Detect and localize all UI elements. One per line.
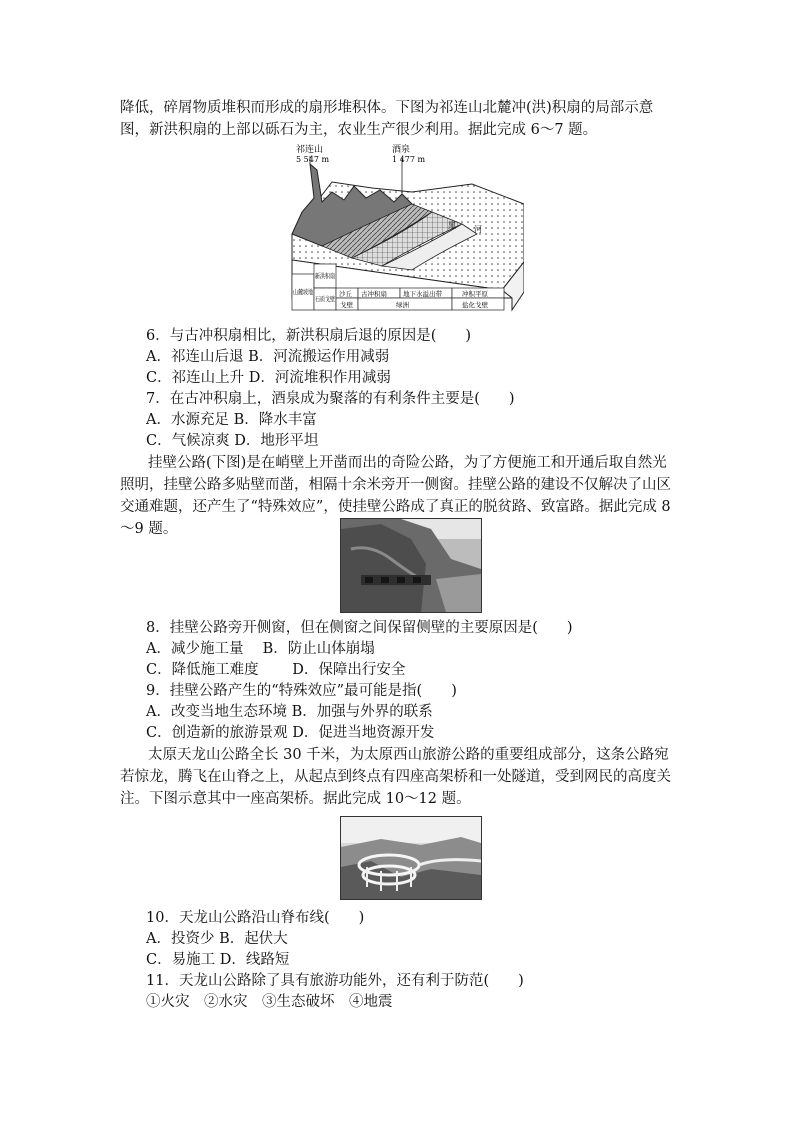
zone-salt-gobi: 盐化戈壁 xyxy=(462,301,488,309)
q8-stem: 8．挂壁公路旁开侧窗，但在侧窗之间保留侧壁的主要原因是( ) xyxy=(146,620,573,636)
zone-groundwater: 地下水溢出带 xyxy=(403,290,442,298)
q10-stem: 10．天龙山公路沿山脊布线( ) xyxy=(146,910,365,926)
peak1-elevation: 5 547 m xyxy=(296,155,330,164)
intro-paragraph-fan: 降低，碎屑物质堆积而形成的扇形堆积体。下图为祁连山北麓冲(洪)积扇的局部示意图，新洪积扇的上部以砾石为主，农业生产很少利用。据此完成 6～7 题。 xyxy=(120,100,654,138)
peak2-name: 酒泉 xyxy=(392,145,411,155)
q7-options-ab: A．水源充足 B．降水丰富 xyxy=(146,412,317,428)
q7-stem: 7．在古冲积扇上，酒泉成为聚落的有利条件主要是( ) xyxy=(146,391,515,407)
q9-options-ab: A．改变当地生态环境 B．加强与外界的联系 xyxy=(146,704,433,720)
q10-options-ab: A．投资少 B．起伏大 xyxy=(146,931,288,947)
river-label-2: 河 xyxy=(474,225,482,234)
q9-options-cd: C．创造新的旅游景观 D．促进当地资源开发 xyxy=(146,725,435,741)
q9-stem: 9．挂壁公路产生的“特殊效应”最可能是指( ) xyxy=(146,683,457,699)
zone-dunes: 沙丘 xyxy=(339,290,352,298)
zone-gravel-gobi: 石质戈壁 xyxy=(315,295,341,303)
zone-oasis: 绿洲 xyxy=(396,301,409,309)
alluvial-fan-diagram xyxy=(262,142,524,320)
q7-options-cd: C．气候凉爽 D．地形平坦 xyxy=(146,433,319,449)
river-label-1: 黑 xyxy=(448,221,456,230)
q10-options-cd: C．易施工 D．线路短 xyxy=(146,952,290,968)
q11-options: ①火灾 ②水灾 ③生态破坏 ④地震 xyxy=(146,994,393,1010)
zone-slope: 山麓坡地 xyxy=(293,288,319,296)
q8-options-cd: C．降低施工难度 D．保障出行安全 xyxy=(146,662,406,678)
q6-options-ab: A．祁连山后退 B．河流搬运作用减弱 xyxy=(146,349,390,365)
alluvial-fan-svg xyxy=(262,142,524,320)
zone-old-fan: 古冲积扇 xyxy=(361,290,387,298)
q8-options-ab: A．减少施工量 B．防止山体崩塌 xyxy=(146,641,375,657)
q11-stem: 11．天龙山公路除了具有旅游功能外，还有利于防范( ) xyxy=(146,973,524,989)
q6-stem: 6．与古冲积扇相比，新洪积扇后退的原因是( ) xyxy=(146,328,472,344)
peak1-name: 祁连山 xyxy=(296,145,324,155)
zone-gobi: 戈壁 xyxy=(340,301,353,309)
viaduct-photo xyxy=(340,816,482,900)
cliff-road-photo xyxy=(340,518,482,613)
zone-new-fan: 新洪积扇 xyxy=(315,272,341,280)
zone-alluvial-plain: 冲积平原 xyxy=(462,290,488,298)
intro-paragraph-cliff-road: 挂壁公路(下图)是在峭壁上开凿而出的奇险公路，为了方便施工和开通后取自然光照明，挂壁公路多贴壁而凿，相隔十余米旁开一侧窗。挂壁公路的建设不仅解决了山区交通难题，还产生了“特殊效应”，使挂壁公路成了真正的脱贫路、致富路。据此完成 8～9 题。 xyxy=(120,455,671,537)
intro-paragraph-tianlong-road: 太原天龙山公路全长 30 千米，为太原西山旅游公路的重要组成部分，这条公路宛若惊龙，腾飞在山脊之上，从起点到终点有四座高架桥和一处隧道，受到网民的高度关注。下图示意其中一座高架桥。据此完成 10～12 题。 xyxy=(120,747,671,807)
q6-options-cd: C．祁连山上升 D．河流堆积作用减弱 xyxy=(146,370,391,386)
peak2-elevation: 1 477 m xyxy=(392,155,426,164)
